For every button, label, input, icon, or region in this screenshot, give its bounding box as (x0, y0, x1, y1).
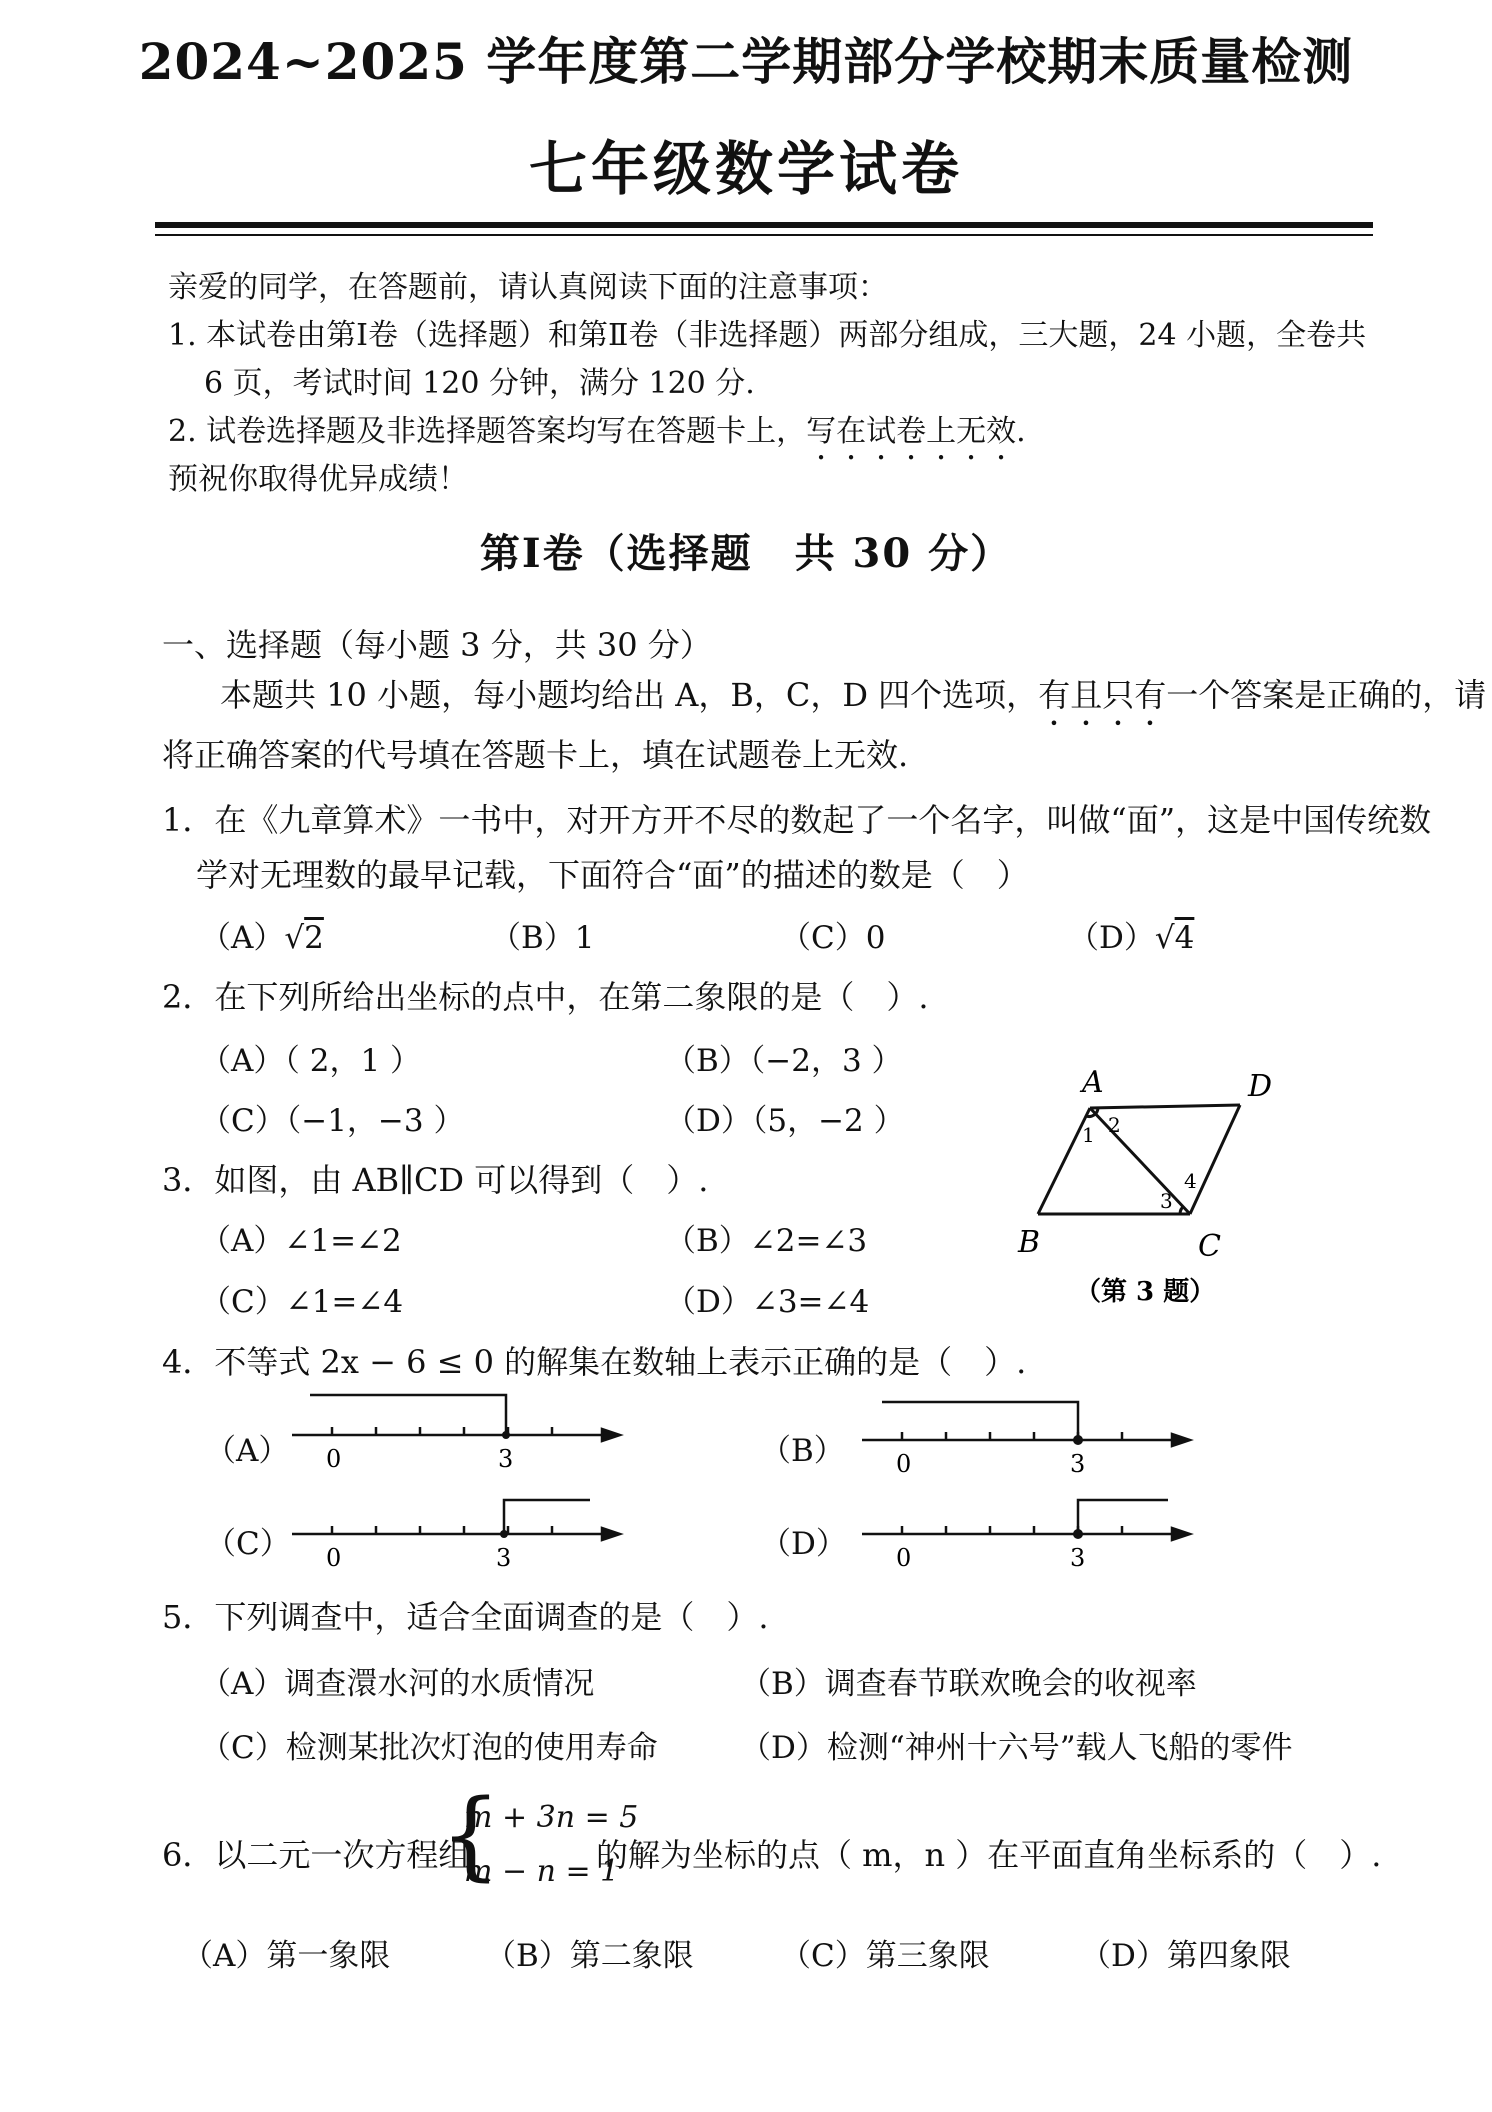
tick-3-label: 3 (496, 1544, 512, 1572)
q1-option-d[interactable] (1068, 912, 1194, 957)
segment-cd (1190, 1105, 1240, 1214)
angle-4-label: 4 (1184, 1169, 1197, 1193)
vertex-c-label: C (1198, 1229, 1221, 1264)
notice-item2-emphasis: 写在试卷上无效 (806, 414, 1017, 449)
notice-item2-end: . (1016, 414, 1026, 449)
q6-equation-1: m + 3n = 5 (464, 1800, 639, 1835)
q1-option-a-radicand: 2 (304, 920, 324, 956)
q3-figure-caption: （第 3 题） (1075, 1277, 1216, 1307)
tick-3-label: 3 (1070, 1544, 1086, 1572)
sqrt-icon: √ (284, 920, 305, 956)
q3-option-a[interactable]: （A）∠1=∠2 (200, 1223, 402, 1259)
q4-option-d-label[interactable]: （D） (760, 1526, 847, 1562)
q5-option-b[interactable]: （B）调查春节联欢晚会的收视率 (740, 1666, 1197, 1702)
sqrt-icon: √ (1154, 920, 1175, 956)
q1-option-b[interactable]: （B）1 (490, 920, 595, 956)
q6-option-d[interactable]: （D）第四象限 (1080, 1938, 1291, 1974)
q1-option-d-label: （D） (1068, 920, 1155, 956)
vertex-d-label: D (1248, 1069, 1273, 1104)
q2-stem: 2．在下列所给出坐标的点中，在第二象限的是（ ）. (162, 978, 929, 1016)
notice-item1-line1: 1. 本试卷由第Ⅰ卷（选择题）和第Ⅱ卷（非选择题）两部分组成，三大题，24 小题，全卷共 (168, 318, 1367, 353)
q6-equation-2: m − n = 1 (464, 1854, 620, 1889)
tick-0-label: 0 (326, 1445, 342, 1473)
section1-intro-line2: 将正确答案的代号填在答题卡上，填在试题卷上无效. (162, 736, 909, 774)
q5-stem: 5．下列调查中，适合全面调查的是（ ）. (162, 1598, 769, 1636)
q3-stem: 3．如图，由 AB∥CD 可以得到（ ）. (162, 1161, 709, 1199)
q4-number-line-c (290, 1490, 630, 1590)
notice-item2-text: 2. 试卷选择题及非选择题答案均写在答题卡上， (168, 414, 807, 449)
q6-option-c[interactable]: （C）第三象限 (780, 1938, 990, 1974)
q3-option-d[interactable]: （D）∠3=∠4 (665, 1284, 870, 1320)
intro-emphasis: 有且只有 (1038, 676, 1167, 714)
q3-option-c[interactable]: （C）∠1=∠4 (200, 1284, 404, 1320)
tick-0-label: 0 (896, 1544, 912, 1572)
q4-number-line-b (860, 1390, 1200, 1490)
q4-number-line-d (860, 1490, 1200, 1590)
section1-heading: 一、选择题（每小题 3 分，共 30 分） (162, 626, 712, 664)
q5-option-a[interactable]: （A）调查澴水河的水质情况 (200, 1666, 595, 1702)
intro-text-a: 本题共 10 小题，每小题均给出 A，B，C，D 四个选项， (220, 676, 1039, 714)
tick-0-label: 0 (896, 1450, 912, 1478)
exam-title-line1: 2024~2025 学年度第二学期部分学校期末质量检测 (138, 32, 1354, 91)
q4-stem: 4．不等式 2x − 6 ≤ 0 的解集在数轴上表示正确的是（ ）. (162, 1343, 1027, 1381)
exam-title-line2: 七年级数学试卷 (528, 135, 963, 203)
tick-0-label: 0 (326, 1544, 342, 1572)
title-rule-thick (155, 222, 1373, 228)
q1-option-c[interactable]: （C）0 (780, 920, 886, 956)
q2-option-d[interactable]: （D）（5，−2 ） (665, 1103, 905, 1139)
q4-option-a-label[interactable]: （A） (205, 1433, 290, 1469)
notice-wish: 预祝你取得优异成绩！ (168, 462, 468, 497)
q6-option-b[interactable]: （B）第二象限 (485, 1938, 694, 1974)
section1-title: 第Ⅰ卷（选择题 共 30 分） (479, 530, 1013, 577)
tick-3-label: 3 (1070, 1450, 1086, 1478)
angle-3-label: 3 (1160, 1189, 1173, 1213)
angle-2-label: 2 (1108, 1113, 1121, 1137)
q1-option-d-radicand: 4 (1174, 920, 1195, 956)
q2-option-c[interactable]: （C）（−1，−3 ） (200, 1103, 465, 1139)
q3-parallelogram (1038, 1105, 1240, 1214)
section1-intro-line1 (220, 670, 1486, 733)
q4-option-b-label[interactable]: （B） (760, 1433, 845, 1469)
q5-option-d[interactable]: （D）检测“神州十六号”载人飞船的零件 (740, 1730, 1293, 1766)
tick-3-label: 3 (498, 1445, 514, 1473)
q5-option-c[interactable]: （C）检测某批次灯泡的使用寿命 (200, 1730, 658, 1766)
q1-option-a-label: （A） (200, 920, 285, 956)
q3-option-b[interactable]: （B）∠2=∠3 (665, 1223, 868, 1259)
q6-option-a[interactable]: （A）第一象限 (182, 1938, 391, 1974)
brace-icon: { (440, 1779, 502, 1891)
q1-stem-line2: 学对无理数的最早记载，下面符合“面”的描述的数是（ ） (196, 856, 1029, 894)
q2-option-b[interactable]: （B）（−2，3 ） (665, 1043, 903, 1079)
q1-option-a[interactable] (200, 912, 324, 957)
q6-stem-post: 的解为坐标的点（ m，n ）在平面直角坐标系的（ ）. (596, 1836, 1382, 1874)
segment-ad (1090, 1105, 1240, 1108)
notice-item1-line2: 6 页，考试时间 120 分钟，满分 120 分. (204, 366, 755, 401)
intro-text-c: 一个答案是正确的，请 (1166, 676, 1487, 714)
q4-option-c-label[interactable]: （C） (205, 1526, 291, 1562)
vertex-a-label: A (1082, 1065, 1104, 1100)
angle-1-label: 1 (1082, 1123, 1095, 1147)
vertex-b-label: B (1018, 1225, 1041, 1260)
title-rule-thin (155, 234, 1373, 236)
q6-stem-pre: 6．以二元一次方程组 (162, 1836, 471, 1874)
segment-ac (1090, 1108, 1190, 1214)
q2-option-a[interactable]: （A）（ 2，1 ） (200, 1043, 422, 1079)
q1-stem-line1: 1．在《九章算术》一书中，对开方开不尽的数起了一个名字，叫做“面”，这是中国传统数 (162, 801, 1432, 839)
q3-figure (1000, 1060, 1300, 1320)
notice-greeting: 亲爱的同学，在答题前，请认真阅读下面的注意事项： (168, 270, 888, 305)
q4-number-line-a (290, 1385, 630, 1485)
